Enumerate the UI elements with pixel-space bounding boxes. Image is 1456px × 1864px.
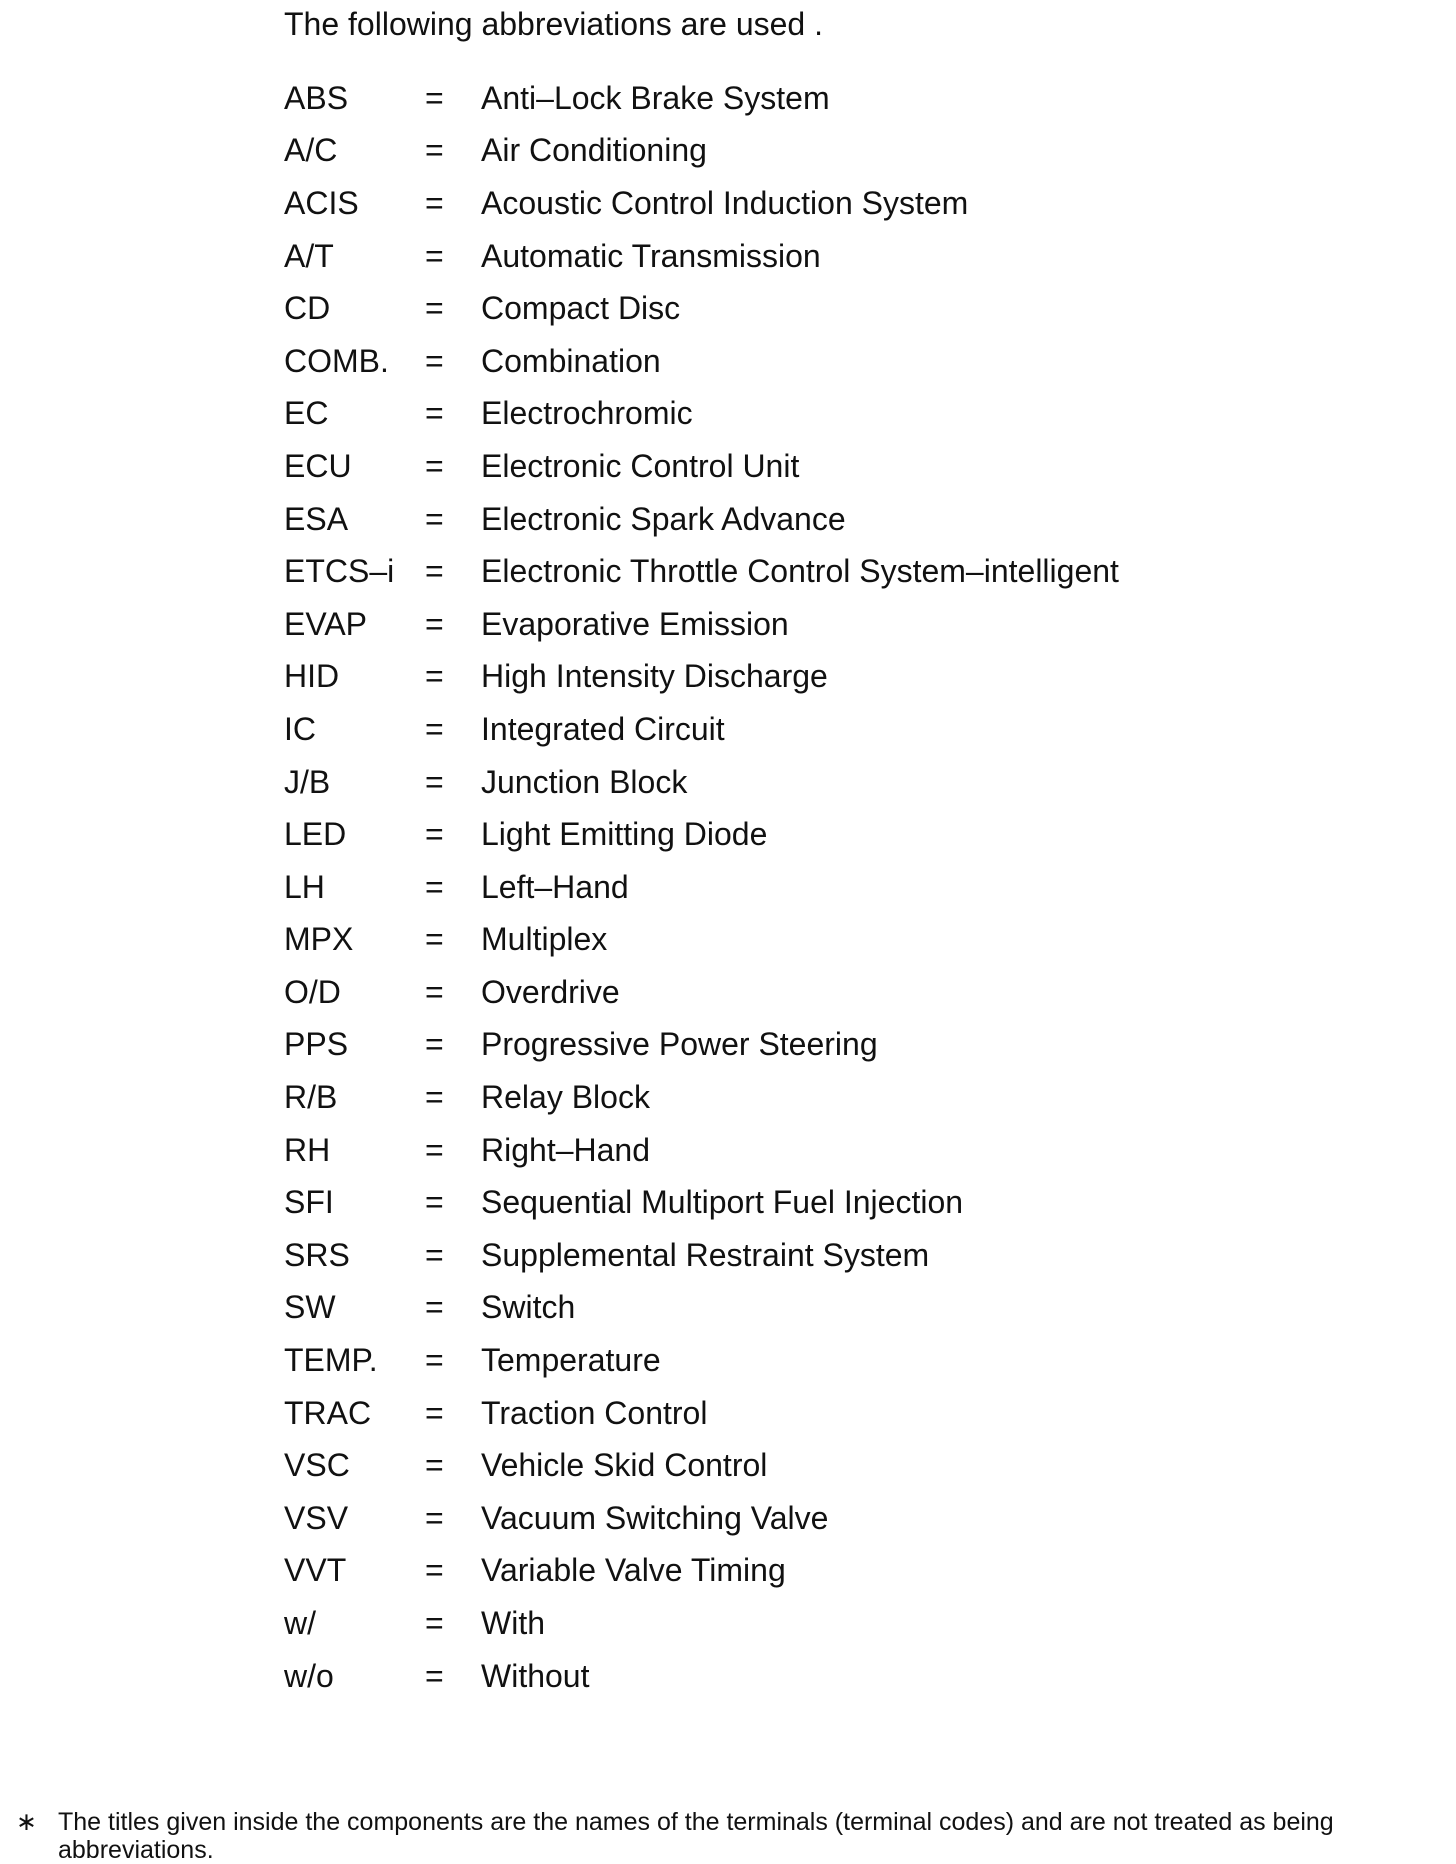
abbreviation-row <box>284 1071 1119 1124</box>
abbreviation-row <box>284 1019 1119 1072</box>
abbreviation-row <box>284 177 1119 230</box>
abbreviation-term: PPS <box>284 1026 349 1063</box>
abbreviation-row <box>284 1282 1119 1335</box>
equals-sign: = <box>425 395 444 432</box>
abbreviation-row <box>284 545 1119 598</box>
abbreviation-definition: Supplemental Restraint System <box>481 1236 930 1273</box>
abbreviation-term: MPX <box>284 921 354 958</box>
abbreviation-row <box>284 1492 1119 1545</box>
equals-sign: = <box>425 447 444 484</box>
abbreviation-term: w/o <box>284 1657 334 1694</box>
abbreviation-row <box>284 440 1119 493</box>
equals-sign: = <box>425 1394 444 1431</box>
abbreviation-term: VSV <box>284 1499 349 1536</box>
equals-sign: = <box>425 658 444 695</box>
abbreviation-definition: Automatic Transmission <box>481 237 821 274</box>
abbreviation-row <box>284 703 1119 756</box>
abbreviation-definition: Without <box>481 1657 590 1694</box>
abbreviation-row <box>284 230 1119 283</box>
abbreviation-row <box>284 1597 1119 1650</box>
footnote-marker: ∗ <box>16 1808 37 1836</box>
abbreviation-definition: Integrated Circuit <box>481 710 725 747</box>
equals-sign: = <box>425 1499 444 1536</box>
abbreviation-term: VSC <box>284 1447 350 1484</box>
abbreviation-term: CD <box>284 290 331 327</box>
abbreviation-term: TEMP. <box>284 1342 378 1379</box>
abbreviation-row <box>284 598 1119 651</box>
abbreviation-term: ETCS–i <box>284 553 395 590</box>
equals-sign: = <box>425 184 444 221</box>
equals-sign: = <box>425 710 444 747</box>
equals-sign: = <box>425 237 444 274</box>
abbreviation-term: LH <box>284 868 325 905</box>
abbreviation-row <box>284 966 1119 1019</box>
abbreviation-definition: Light Emitting Diode <box>481 816 768 853</box>
abbreviation-term: ESA <box>284 500 349 537</box>
abbreviation-term: TRAC <box>284 1394 372 1431</box>
equals-sign: = <box>425 1131 444 1168</box>
equals-sign: = <box>425 132 444 169</box>
abbreviation-term: SW <box>284 1289 336 1326</box>
abbreviation-term: ABS <box>284 79 349 116</box>
equals-sign: = <box>425 1289 444 1326</box>
abbreviation-term: ECU <box>284 447 352 484</box>
abbreviation-term: SRS <box>284 1236 350 1273</box>
abbreviation-definition: High Intensity Discharge <box>481 658 828 695</box>
equals-sign: = <box>425 1079 444 1116</box>
abbreviation-row <box>284 1176 1119 1229</box>
abbreviation-row <box>284 1439 1119 1492</box>
abbreviation-definition: Electrochromic <box>481 395 693 432</box>
abbreviation-definition: Switch <box>481 1289 576 1326</box>
abbreviation-definition: Temperature <box>481 1342 661 1379</box>
equals-sign: = <box>425 290 444 327</box>
abbreviation-definition: Acoustic Control Induction System <box>481 184 969 221</box>
abbreviation-definition: Evaporative Emission <box>481 605 789 642</box>
abbreviation-definition: Vacuum Switching Valve <box>481 1499 829 1536</box>
abbreviation-definition: Electronic Control Unit <box>481 447 800 484</box>
abbreviation-definition: Vehicle Skid Control <box>481 1447 768 1484</box>
abbreviation-definition: Air Conditioning <box>481 132 707 169</box>
abbreviation-definition: Relay Block <box>481 1079 650 1116</box>
abbreviation-term: w/ <box>284 1605 316 1642</box>
equals-sign: = <box>425 1657 444 1694</box>
abbreviation-row <box>284 72 1119 125</box>
abbreviation-definition: Overdrive <box>481 973 620 1010</box>
equals-sign: = <box>425 1184 444 1221</box>
abbreviation-term: J/B <box>284 763 331 800</box>
abbreviation-row <box>284 651 1119 704</box>
abbreviation-row <box>284 125 1119 178</box>
abbreviation-term: HID <box>284 658 340 695</box>
abbreviation-term: A/C <box>284 132 338 169</box>
abbreviation-term: EC <box>284 395 329 432</box>
abbreviation-term: LED <box>284 816 347 853</box>
equals-sign: = <box>425 1026 444 1063</box>
abbreviation-term: COMB. <box>284 342 389 379</box>
footnote <box>12 1808 1452 1864</box>
abbreviation-definition: Junction Block <box>481 763 688 800</box>
abbreviation-row <box>284 861 1119 914</box>
abbreviation-row <box>284 1387 1119 1440</box>
abbreviation-row <box>284 493 1119 546</box>
equals-sign: = <box>425 1236 444 1273</box>
abbreviation-definition: Anti–Lock Brake System <box>481 79 830 116</box>
equals-sign: = <box>425 500 444 537</box>
equals-sign: = <box>425 868 444 905</box>
abbreviation-definition: With <box>481 1605 545 1642</box>
abbreviation-definition: Variable Valve Timing <box>481 1552 786 1589</box>
equals-sign: = <box>425 553 444 590</box>
equals-sign: = <box>425 342 444 379</box>
abbreviation-term: IC <box>284 710 316 747</box>
equals-sign: = <box>425 1552 444 1589</box>
equals-sign: = <box>425 1605 444 1642</box>
abbreviation-definition: Electronic Spark Advance <box>481 500 846 537</box>
equals-sign: = <box>425 816 444 853</box>
abbreviation-term: O/D <box>284 973 341 1010</box>
abbreviation-definition: Combination <box>481 342 661 379</box>
abbreviation-definition: Right–Hand <box>481 1131 650 1168</box>
equals-sign: = <box>425 973 444 1010</box>
abbreviation-term: SFI <box>284 1184 334 1221</box>
equals-sign: = <box>425 79 444 116</box>
abbreviation-row <box>284 1334 1119 1387</box>
abbreviation-row <box>284 808 1119 861</box>
abbreviation-list <box>284 72 1119 1702</box>
abbreviation-term: VVT <box>284 1552 347 1589</box>
abbreviation-row <box>284 1229 1119 1282</box>
equals-sign: = <box>425 1342 444 1379</box>
abbreviation-definition: Sequential Multiport Fuel Injection <box>481 1184 964 1221</box>
abbreviation-row <box>284 756 1119 809</box>
equals-sign: = <box>425 605 444 642</box>
abbreviation-row <box>284 1545 1119 1598</box>
abbreviation-row <box>284 282 1119 335</box>
abbreviation-term: RH <box>284 1131 331 1168</box>
abbreviation-definition: Progressive Power Steering <box>481 1026 878 1063</box>
abbreviation-row <box>284 388 1119 441</box>
abbreviation-row <box>284 1124 1119 1177</box>
abbreviation-definition: Electronic Throttle Control System–intelligent <box>481 553 1119 590</box>
abbreviation-term: ACIS <box>284 184 359 221</box>
abbreviation-definition: Traction Control <box>481 1394 708 1431</box>
footnote-text: The titles given inside the components are the names of the terminals (terminal codes) and are not treated as being abbreviations. <box>58 1808 1334 1864</box>
abbreviation-definition: Multiplex <box>481 921 608 958</box>
equals-sign: = <box>425 921 444 958</box>
abbreviation-term: R/B <box>284 1079 338 1116</box>
equals-sign: = <box>425 1447 444 1484</box>
abbreviation-row <box>284 914 1119 967</box>
abbreviation-term: A/T <box>284 237 334 274</box>
intro-text: The following abbreviations are used . <box>284 6 823 42</box>
equals-sign: = <box>425 763 444 800</box>
abbreviation-definition: Left–Hand <box>481 868 629 905</box>
abbreviation-row <box>284 1650 1119 1703</box>
abbreviation-term: EVAP <box>284 605 367 642</box>
abbreviation-row <box>284 335 1119 388</box>
abbreviation-definition: Compact Disc <box>481 290 681 327</box>
